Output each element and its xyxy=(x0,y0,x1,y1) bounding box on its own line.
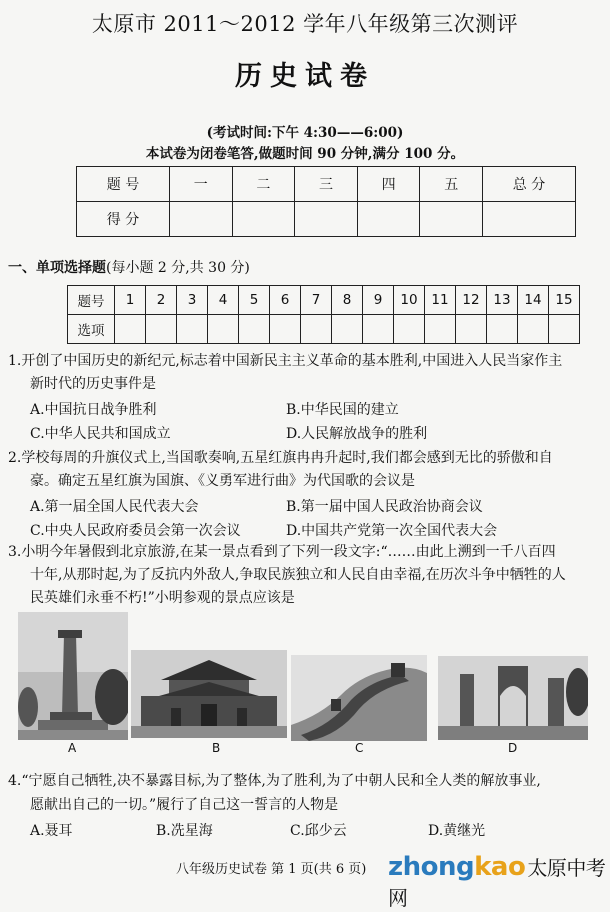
photo-monument xyxy=(18,612,128,740)
question-2-option-d: D.中国共产党第一次全国代表大会 xyxy=(286,523,498,539)
photo-label-a: A xyxy=(68,741,77,755)
score-table-header-row xyxy=(77,167,576,202)
answer-entry[interactable] xyxy=(270,315,301,344)
score-cell: 二 xyxy=(232,167,295,202)
question-number: 9 xyxy=(363,286,394,315)
question-number: 14 xyxy=(518,286,549,315)
page-footer: 八年级历史试卷 第 1 页(共 6 页) xyxy=(176,862,367,877)
score-entry[interactable] xyxy=(420,202,483,237)
answer-entry[interactable] xyxy=(301,315,332,344)
photo-label-b: B xyxy=(212,741,221,755)
score-cell: 四 xyxy=(357,167,420,202)
answer-entry[interactable] xyxy=(239,315,270,344)
photo-label-d: D xyxy=(508,741,518,755)
answer-entry[interactable] xyxy=(363,315,394,344)
question-3-stem-line-1: 3.小明今年暑假到北京旅游,在某一景点看到了下列一段文字:“……由此上溯到一千八百四 xyxy=(8,544,556,560)
question-4-stem-line-1: 4.“宁愿自己牺牲,决不暴露目标,为了整体,为了胜利,为了中朝人民和全人类的解放事业, xyxy=(8,773,541,789)
exam-title: 太原市 2011～2012 学年八年级第三次测评 xyxy=(91,12,519,36)
photo-label-c: C xyxy=(355,741,364,755)
score-entry[interactable] xyxy=(483,202,576,237)
answer-row-label: 题号 xyxy=(68,286,115,315)
question-number: 13 xyxy=(487,286,518,315)
watermark-logo xyxy=(388,852,610,912)
score-cell: 题 号 xyxy=(77,167,170,202)
score-entry[interactable] xyxy=(295,202,358,237)
score-cell: 总 分 xyxy=(483,167,576,202)
answer-entry[interactable] xyxy=(177,315,208,344)
question-number: 5 xyxy=(239,286,270,315)
score-table-score-row xyxy=(77,202,576,237)
watermark-part-2: kao xyxy=(474,852,526,882)
score-cell: 五 xyxy=(420,167,483,202)
question-1-option-a: A.中国抗日战争胜利 xyxy=(30,402,157,418)
exam-time: (考试时间:下午 4:30——6:00) xyxy=(206,125,404,141)
subject-title: 历史试卷 xyxy=(235,61,375,92)
question-4-option-c: C.邱少云 xyxy=(290,823,347,839)
answer-entry[interactable] xyxy=(518,315,549,344)
question-number: 12 xyxy=(456,286,487,315)
question-4-option-d: D.黄继光 xyxy=(428,823,486,839)
score-entry[interactable] xyxy=(357,202,420,237)
question-2-option-c: C.中央人民政府委员会第一次会议 xyxy=(30,523,241,539)
question-number: 15 xyxy=(549,286,580,315)
question-1-stem-line-1: 1.开创了中国历史的新纪元,标志着中国新民主主义革命的基本胜利,中国进入人民当家作主 xyxy=(8,353,563,369)
question-3-stem-line-3: 民英雄们永垂不朽!”小明参观的景点应该是 xyxy=(30,590,295,606)
question-4-option-a: A.聂耳 xyxy=(30,823,73,839)
answer-table-choice-row xyxy=(68,315,580,344)
question-number: 2 xyxy=(146,286,177,315)
question-4-stem-line-2: 愿献出自己的一切。”履行了自己这一誓言的人物是 xyxy=(30,797,339,813)
question-1-option-d: D.人民解放战争的胜利 xyxy=(286,426,428,442)
question-2-stem-line-1: 2.学校每周的升旗仪式上,当国歌奏响,五星红旗冉冉升起时,我们都会感到无比的骄傲和自 xyxy=(8,450,553,466)
score-table xyxy=(76,166,576,237)
answer-entry[interactable] xyxy=(456,315,487,344)
question-2-stem-line-2: 豪。确定五星红旗为国旗、《义勇军进行曲》为代国歌的会议是 xyxy=(30,473,415,489)
watermark-site-name: 太原中考网 xyxy=(388,856,606,910)
answer-entry[interactable] xyxy=(208,315,239,344)
question-number: 11 xyxy=(425,286,456,315)
exam-instructions: 本试卷为闭卷笔答,做题时间 90 分钟,满分 100 分。 xyxy=(145,146,465,162)
question-number: 6 xyxy=(270,286,301,315)
answer-entry[interactable] xyxy=(146,315,177,344)
photo-ruins xyxy=(438,656,588,740)
question-number: 8 xyxy=(332,286,363,315)
answer-entry[interactable] xyxy=(549,315,580,344)
photo-great-wall xyxy=(291,655,427,741)
answer-entry[interactable] xyxy=(115,315,146,344)
answer-table xyxy=(67,285,580,344)
answer-row-label: 选项 xyxy=(68,315,115,344)
question-number: 7 xyxy=(301,286,332,315)
question-2-option-b: B.第一届中国人民政治协商会议 xyxy=(286,499,483,515)
photo-tiananmen xyxy=(131,650,287,738)
question-number: 3 xyxy=(177,286,208,315)
section-heading xyxy=(8,257,250,277)
question-1-option-c: C.中华人民共和国成立 xyxy=(30,426,171,442)
score-row-label: 得 分 xyxy=(77,202,170,237)
question-number: 1 xyxy=(115,286,146,315)
question-2-option-a: A.第一届全国人民代表大会 xyxy=(30,499,199,515)
answer-entry[interactable] xyxy=(394,315,425,344)
question-3-stem-line-2: 十年,从那时起,为了反抗内外敌人,争取民族独立和人民自由幸福,在历次斗争中牺牲的人 xyxy=(30,567,566,583)
answer-entry[interactable] xyxy=(332,315,363,344)
score-entry[interactable] xyxy=(232,202,295,237)
section-note: (每小题 2 分,共 30 分) xyxy=(106,260,250,276)
answer-entry[interactable] xyxy=(425,315,456,344)
watermark-part-1: zhong xyxy=(388,852,475,882)
score-cell: 一 xyxy=(170,167,233,202)
question-number: 4 xyxy=(208,286,239,315)
answer-entry[interactable] xyxy=(487,315,518,344)
score-cell: 三 xyxy=(295,167,358,202)
question-number: 10 xyxy=(394,286,425,315)
question-1-option-b: B.中华民国的建立 xyxy=(286,402,399,418)
question-1-stem-line-2: 新时代的历史事件是 xyxy=(30,376,156,392)
section-title: 一、单项选择题 xyxy=(8,260,106,276)
answer-table-number-row xyxy=(68,286,580,315)
question-4-option-b: B.冼星海 xyxy=(156,823,213,839)
score-entry[interactable] xyxy=(170,202,233,237)
